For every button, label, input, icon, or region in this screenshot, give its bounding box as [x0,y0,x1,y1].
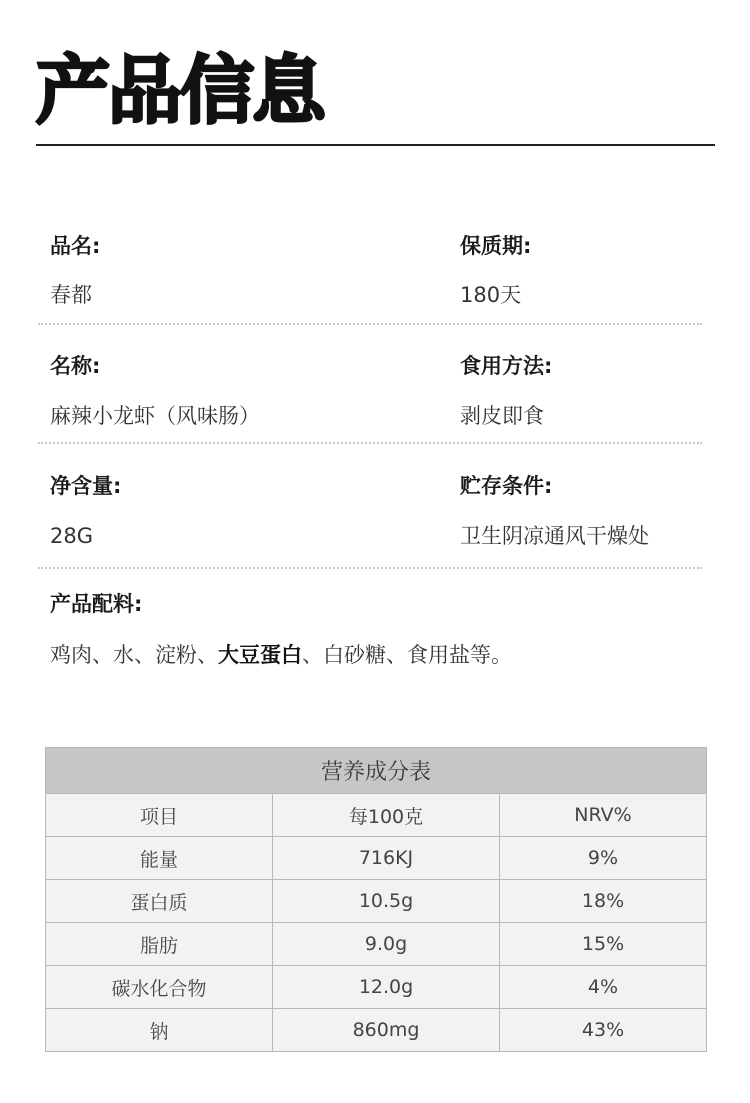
ingredients-text-part: 鸡肉、水、淀粉、 [50,643,218,667]
ingredients-highlight: 大豆蛋白 [218,643,302,667]
table-cell: 碳水化合物 [46,966,273,1009]
table-cell: 860mg [273,1009,500,1052]
table-cell: 18% [500,880,707,923]
column-header: NRV% [500,794,707,837]
title-divider [36,144,715,146]
table-cell: 12.0g [273,966,500,1009]
table-cell: 9.0g [273,923,500,966]
table-cell: 716KJ [273,837,500,880]
nutrition-table-title: 营养成分表 [46,748,707,794]
usage-label: 食用方法: [460,354,553,378]
table-cell: 蛋白质 [46,880,273,923]
table-row [46,1009,707,1052]
ingredients-value [50,641,512,669]
shelf-life-value: 180天 [460,283,522,307]
name-value: 麻辣小龙虾（风味肠） [50,404,260,428]
column-header: 每100克 [273,794,500,837]
table-row [46,923,707,966]
page-title: 产品信息 [36,48,324,134]
table-cell: 9% [500,837,707,880]
dotted-divider [38,323,702,325]
name-label: 名称: [50,354,101,378]
table-cell: 10.5g [273,880,500,923]
net-content-value: 28G [50,524,93,548]
usage-value: 剥皮即食 [460,404,544,428]
ingredients-label: 产品配料: [50,592,143,616]
table-row [46,880,707,923]
dotted-divider [38,567,702,569]
table-row [46,837,707,880]
net-content-label: 净含量: [50,474,122,498]
shelf-life-label: 保质期: [460,234,532,258]
table-cell: 15% [500,923,707,966]
dotted-divider [38,442,702,444]
storage-label: 贮存条件: [460,474,553,498]
table-cell: 钠 [46,1009,273,1052]
table-cell: 4% [500,966,707,1009]
column-header: 项目 [46,794,273,837]
table-header-row [46,794,707,837]
nutrition-table [45,747,707,1052]
table-row [46,966,707,1009]
table-cell: 43% [500,1009,707,1052]
product-name-value: 春都 [50,283,92,307]
table-cell: 能量 [46,837,273,880]
ingredients-text-part: 、白砂糖、食用盐等。 [302,643,512,667]
storage-value: 卫生阴凉通风干燥处 [460,524,649,548]
table-cell: 脂肪 [46,923,273,966]
product-name-label: 品名: [50,234,101,258]
